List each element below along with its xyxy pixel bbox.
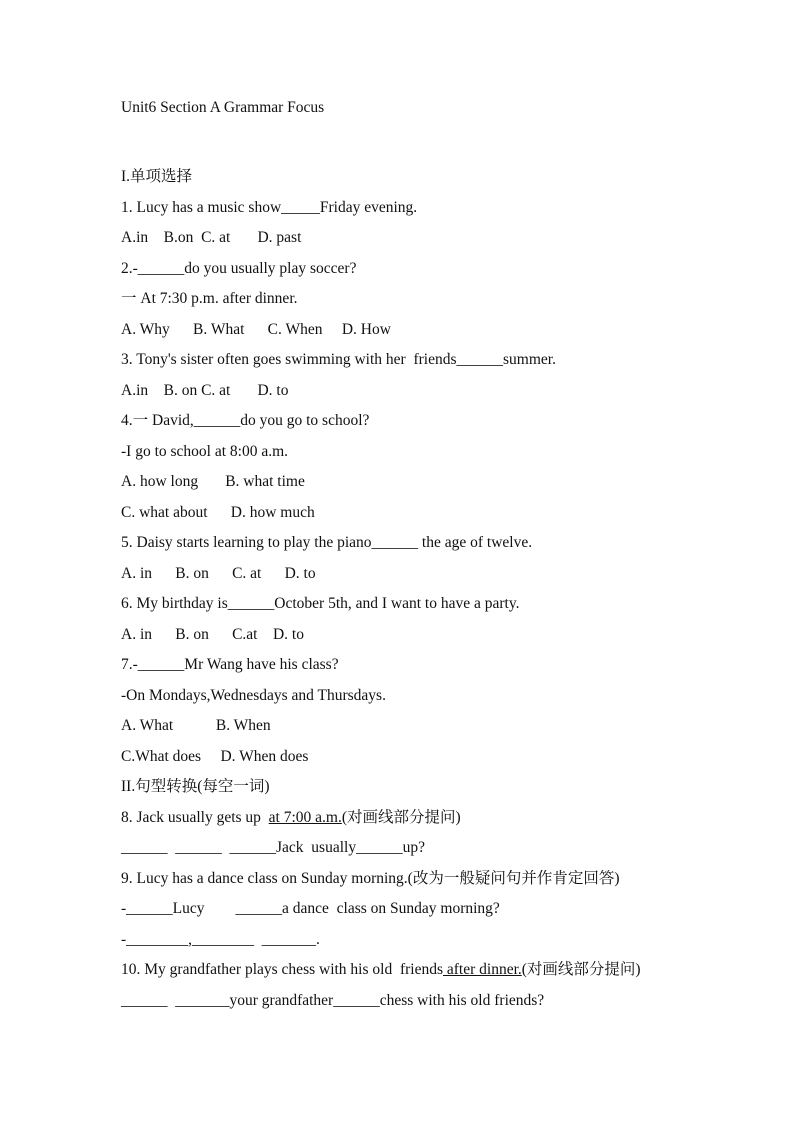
spacer xyxy=(121,120,721,165)
q8-stem-text: 8. Jack usually gets up xyxy=(121,808,269,826)
worksheet-title: Unit6 Section A Grammar Focus xyxy=(121,99,325,116)
q4-options-row1: A. how long B. what time xyxy=(121,473,305,490)
worksheet-page xyxy=(121,96,721,1019)
q10-stem xyxy=(121,958,721,989)
q3-options: A.in B. on C. at D. to xyxy=(121,381,289,399)
q7-options-row1: A. What B. When xyxy=(121,717,271,734)
q8-stem xyxy=(121,806,721,837)
q2-stem: 2.-______do you usually play soccer? xyxy=(121,259,357,277)
q4-stem: 4.一 David,______do you go to school? xyxy=(121,412,370,429)
q10-answer-blanks: ______ _______your grandfather______chess with his old friends? xyxy=(121,991,545,1009)
q8-instruction: (对画线部分提问) xyxy=(341,808,461,826)
q9-answer-blanks-1: -______Lucy ______a dance class on Sunday morning? xyxy=(121,900,500,917)
q5-options: A. in B. on C. at D. to xyxy=(121,564,316,582)
q4-options-row2: C. what about D. how much xyxy=(121,503,315,521)
q10-underlined-phrase: after dinner. xyxy=(443,961,522,978)
q10-instruction: (对画线部分提问) xyxy=(521,961,641,978)
q1-stem: 1. Lucy has a music show_____Friday evening. xyxy=(121,198,418,216)
q7-options-row2: C.What does D. When does xyxy=(121,747,309,765)
q10-stem-text: 10. My grandfather plays chess with his old friends xyxy=(121,961,443,978)
q3-stem: 3. Tony's sister often goes swimming with her friends______summer. xyxy=(121,351,556,368)
q2-answer: 一 At 7:30 p.m. after dinner. xyxy=(121,290,298,307)
q6-stem: 6. My birthday is______October 5th, and I want to have a party. xyxy=(121,595,520,612)
q8-answer-blanks: ______ ______ ______Jack usually______up? xyxy=(121,839,425,856)
q6-options: A. in B. on C.at D. to xyxy=(121,625,304,643)
q9-answer-blanks-2: -________,________ _______. xyxy=(121,930,320,948)
q2-options: A. Why B. What C. When D. How xyxy=(121,320,391,338)
section-2-heading: II.句型转换(每空一词) xyxy=(121,778,270,795)
q7-stem: 7.-______Mr Wang have his class? xyxy=(121,656,339,673)
q4-answer: -I go to school at 8:00 a.m. xyxy=(121,442,289,460)
section-1-heading: I.单项选择 xyxy=(121,168,193,185)
q7-answer: -On Mondays,Wednesdays and Thursdays. xyxy=(121,686,386,704)
q9-stem: 9. Lucy has a dance class on Sunday morning.(改为一般疑问句并作肯定回答) xyxy=(121,869,620,887)
q1-options: A.in B.on C. at D. past xyxy=(121,229,302,246)
q8-underlined-phrase: at 7:00 a.m. xyxy=(268,808,342,826)
q5-stem: 5. Daisy starts learning to play the piano______ the age of twelve. xyxy=(121,534,533,551)
